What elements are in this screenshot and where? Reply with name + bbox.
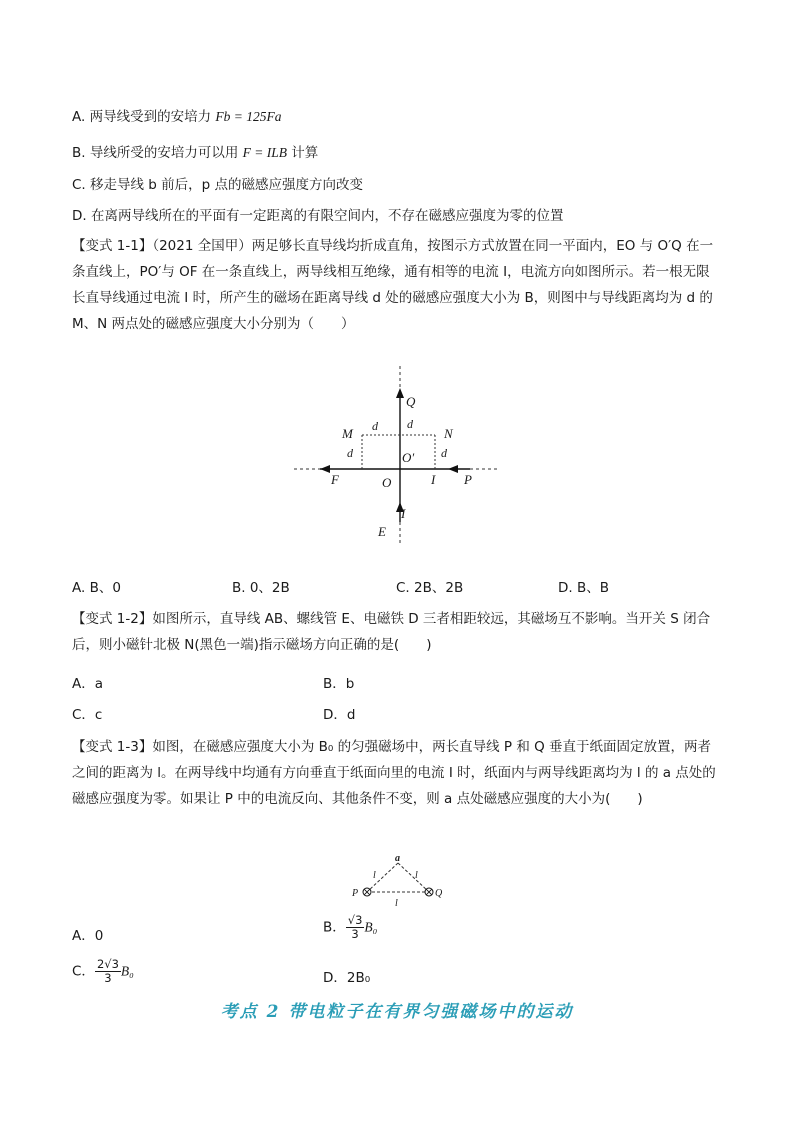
label-d-right: d xyxy=(441,446,447,460)
label-E: E xyxy=(378,524,386,539)
label-P: P xyxy=(464,472,472,487)
label-d-left: d xyxy=(347,446,353,460)
option-a-formula: Fb = 125Fa xyxy=(215,109,282,124)
figure-1-3 xyxy=(340,854,450,908)
label-Q: Q xyxy=(406,394,416,409)
label-a: a xyxy=(395,854,400,864)
option-c-numerator: 2√3 xyxy=(96,957,119,971)
variant-1-2-option-d: D．d xyxy=(323,707,356,723)
label-Q: Q xyxy=(435,888,443,899)
section-heading: 考点 2 带电粒子在有界匀强磁场中的运动 xyxy=(220,1002,574,1022)
option-b-suffix: 计算 xyxy=(291,145,319,161)
option-c-denominator: 3 xyxy=(104,971,112,985)
label-P: P xyxy=(352,888,359,899)
arrow-up xyxy=(396,388,404,398)
variant-1-2-option-b: B．b xyxy=(323,676,355,692)
variant-1-3-text: 【变式 1-3】如图，在磁感应强度大小为 B₀ 的匀强磁场中，两长直导线 P 和 Q 垂直于纸面固定放置，两者之间的距离为 l。在两导线中均通有方向垂直于纸面向里的电流 I 时，纸面内与两导线距离均为 l 的 a 点处的磁感应强度为零。如果让 P 中的电流反向、其他条件不变，则 a 点处磁感应强度的大小为( ) xyxy=(72,739,716,807)
label-d-mid: d xyxy=(407,417,413,431)
label-N: N xyxy=(444,426,453,441)
side-right xyxy=(398,863,429,892)
option-c-prefix: C． xyxy=(72,963,95,980)
variant-1-1-text: 【变式 1-1】（2021 全国甲）两足够长直导线均折成直角，按图示方式放置在同一平面内，EO 与 O′Q 在一条直线上，PO′与 OF 在一条直线上，两导线相互绝缘，通有相等的电流 I，电流方向如图所示。若一根无限长直导线通过电流 I 时，所产生的磁场在距离导线 d 处的磁感应强度大小为 B，则图中与导线距离均为 d 的 M、N 两点处的磁感应强度大小分别为（ ） xyxy=(72,238,714,332)
option-b-prefix: B． xyxy=(323,919,346,936)
option-b-denominator: 3 xyxy=(351,927,359,941)
variant-1-3-option-a: A．0 xyxy=(72,928,104,944)
variant-1-3-option-d: D．2B₀ xyxy=(323,970,371,986)
label-M: M xyxy=(342,426,353,441)
label-O: O xyxy=(382,475,392,490)
side-left xyxy=(367,863,398,892)
variant-1-1-option-d: D. B、B xyxy=(558,580,610,596)
arrow-left-right xyxy=(448,465,458,473)
figure-1-1 xyxy=(290,362,510,548)
option-b-prefix: B. 导线所受的安培力可以用 xyxy=(72,145,239,161)
label-d-top-left: d xyxy=(372,419,378,433)
option-b-fraction xyxy=(346,914,365,941)
option-b-formula: F = ILB xyxy=(242,145,287,160)
variant-1-2-option-c: C．c xyxy=(72,707,103,723)
option-c-prev: C. 移走导线 b 前后，p 点的磁感应强度方向改变 xyxy=(72,177,364,193)
variant-1-3-option-c xyxy=(72,958,134,985)
option-c-variable: B₀ xyxy=(120,963,134,979)
label-I-vertical: I xyxy=(401,506,406,521)
option-b-prev xyxy=(72,142,318,164)
label-l-right: l xyxy=(415,870,418,881)
label-I-horizontal: I xyxy=(431,472,436,487)
variant-1-1-option-a: A. B、0 xyxy=(72,580,121,596)
label-l-bottom: l xyxy=(395,898,398,908)
variant-1-2-option-a: A．a xyxy=(72,676,104,692)
option-a-prev xyxy=(72,106,282,128)
option-c-fraction xyxy=(95,958,121,985)
option-a-prefix: A. 两导线受到的安培力 xyxy=(72,109,212,125)
option-d-prev: D. 在离两导线所在的平面有一定距离的有限空间内，不存在磁感应强度为零的位置 xyxy=(72,208,564,224)
option-b-variable: B₀ xyxy=(364,919,378,935)
option-b-numerator: √3 xyxy=(347,913,363,927)
variant-1-2-text: 【变式 1-2】如图所示，直导线 AB、螺线管 E、电磁铁 D 三者相距较远，其磁场互不影响。当开关 S 闭合后，则小磁针北极 N(黑色一端)指示磁场方向正确的是( ) xyxy=(72,611,711,653)
label-O-prime: O′ xyxy=(402,450,415,465)
label-F: F xyxy=(331,472,339,487)
label-l-left: l xyxy=(373,870,376,881)
variant-1-3-option-b xyxy=(323,914,377,941)
arrow-left xyxy=(320,465,330,473)
variant-1-1-option-c: C. 2B、2B xyxy=(396,580,464,596)
variant-1-1-option-b: B. 0、2B xyxy=(232,580,290,596)
